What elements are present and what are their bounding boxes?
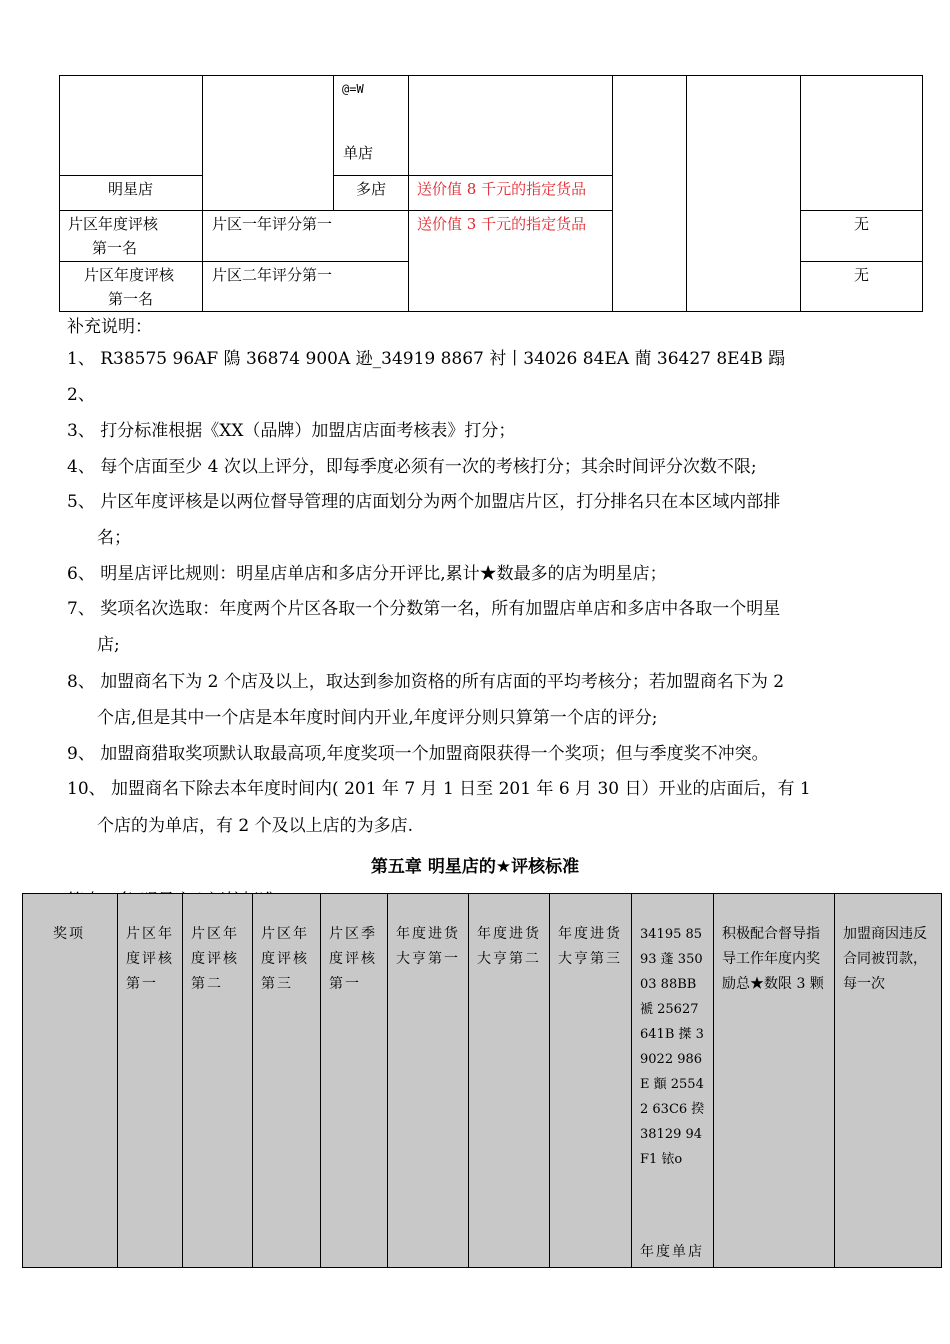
- col-penalty-text: 加盟商因违反合同被罚款，每一次: [843, 926, 927, 992]
- col-cooperation: [713, 893, 835, 1268]
- col-purchase-1: [387, 893, 469, 1268]
- cell-r3-title: [59, 261, 203, 312]
- cell-single: [333, 75, 409, 176]
- note-1: 1、 R38575 96AF 隝 36874 900A 逊_34919 8867 衬丨34026 84EA 蕳 36427 8E4B 蹋: [67, 349, 786, 369]
- cell-r3-none: [800, 261, 923, 312]
- multi-store-label: 多店: [356, 180, 387, 198]
- col-codes-text: 34195 8593 蓬 35003 88BB 褫 25627 641B 搩 39022 986E 顮 25542 63C6 揆 38129 94F1 铱o: [640, 927, 705, 1167]
- col-region-year-3: [252, 893, 321, 1268]
- note-10b: 个店的为单店，有 2 个及以上店的为多店.: [97, 816, 414, 836]
- note-9: 9、 加盟商猎取奖项默认取最高项,年度奖项一个加盟商限获得一个奖项；但与季度奖不冲突。: [67, 744, 769, 764]
- note-7a: 7、 奖项名次选取：年度两个片区各取一个分数第一名，所有加盟店单店和多店中各取一个明星: [67, 599, 781, 619]
- col-region-year-1-text: 片区年度评核第一: [126, 926, 174, 992]
- col-purchase-2: [468, 893, 550, 1268]
- cell-col7-top: [800, 75, 923, 211]
- col-region-year-3-text: 片区年度评核第三: [261, 926, 309, 992]
- chapter-title: 第五章 明星店的★评核标准: [370, 857, 580, 877]
- cell-region-reward: [408, 210, 613, 312]
- col-penalty: [834, 893, 942, 1268]
- col-region-quarter-1-text: 片区季度评核第一: [329, 926, 377, 992]
- col-codes: [631, 893, 714, 1268]
- cell-col6: [686, 75, 801, 312]
- cell-r2-none: [800, 210, 923, 262]
- note-3: 3、 打分标准根据《XX（品牌）加盟店店面考核表》打分；: [67, 421, 516, 441]
- reward-region-text: 送价值 3 千元的指定货品: [417, 215, 587, 233]
- cell-code-text: @=W: [342, 82, 364, 96]
- col-award: [22, 893, 118, 1268]
- col-codes-tail: 年度单店: [640, 1244, 704, 1260]
- cell-r1-c2: [202, 75, 334, 211]
- col-purchase-1-text: 年度进货大亨第一: [396, 926, 460, 967]
- col-cooperation-text: 积极配合督导指导工作年度内奖励总★数限 3 颗: [722, 926, 824, 992]
- note-7b: 店;: [97, 635, 120, 655]
- col-region-quarter-1: [320, 893, 388, 1268]
- row3-none: 无: [854, 266, 870, 284]
- note-8a: 8、 加盟商名下为 2 个店及以上，取达到参加资格的所有店面的平均考核分；若加盟商名下为 2: [67, 672, 785, 692]
- row3-title-a: 片区年度评核: [84, 266, 175, 284]
- col-region-year-2: [182, 893, 253, 1268]
- note-5b: 名；: [97, 528, 131, 548]
- note-8b: 个店,但是其中一个店是本年度时间内开业,年度评分则只算第一个店的评分;: [97, 708, 658, 728]
- star-store-label: 明星店: [108, 180, 154, 198]
- cell-r2-title: [59, 210, 203, 262]
- note-4: 4、 每个店面至少 4 次以上评分，即每季度必须有一次的考核打分；其余时间评分次数不限;: [67, 457, 757, 477]
- cell-multi-reward: [408, 175, 613, 211]
- cell-multi: [333, 175, 409, 211]
- cell-r3-criteria: [202, 261, 409, 312]
- cell-star-label: [59, 175, 203, 211]
- row2-title-a: 片区年度评核: [68, 215, 159, 233]
- note-5a: 5、 片区年度评核是以两位督导管理的店面划分为两个加盟店片区，打分排名只在本区域内部排: [67, 492, 781, 512]
- single-store-label: 单店: [343, 144, 374, 162]
- note-6: 6、 明星店评比规则：明星店单店和多店分开评比,累计★数最多的店为明星店；: [67, 564, 667, 584]
- col-purchase-2-text: 年度进货大亨第二: [477, 926, 541, 967]
- notes-heading: 补充说明：: [67, 317, 152, 337]
- row2-none: 无: [854, 215, 870, 233]
- col-purchase-3: [549, 893, 632, 1268]
- row3-criteria: 片区二年评分第一: [212, 266, 333, 284]
- reward-multi-text: 送价值 8 千元的指定货品: [417, 180, 587, 198]
- col-purchase-3-text: 年度进货大亨第三: [558, 926, 622, 967]
- note-10a: 10、 加盟商名下除去本年度时间内( 201 年 7 月 1 日至 201 年 6 月 30 日）开业的店面后，有 1: [67, 779, 811, 799]
- cell-r1-c1: [59, 75, 203, 176]
- row3-title-b: 第一名: [108, 290, 154, 308]
- cell-r2-criteria: [202, 210, 409, 262]
- col-region-year-1: [117, 893, 183, 1268]
- col-award-text: 奖项: [53, 926, 85, 942]
- row2-criteria: 片区一年评分第一: [212, 215, 333, 233]
- col-region-year-2-text: 片区年度评核第二: [191, 926, 239, 992]
- row2-title-b: 第一名: [92, 239, 138, 257]
- note-2: 2、: [67, 385, 95, 405]
- cell-r1-reward-top: [408, 75, 613, 176]
- cell-col5: [612, 75, 687, 312]
